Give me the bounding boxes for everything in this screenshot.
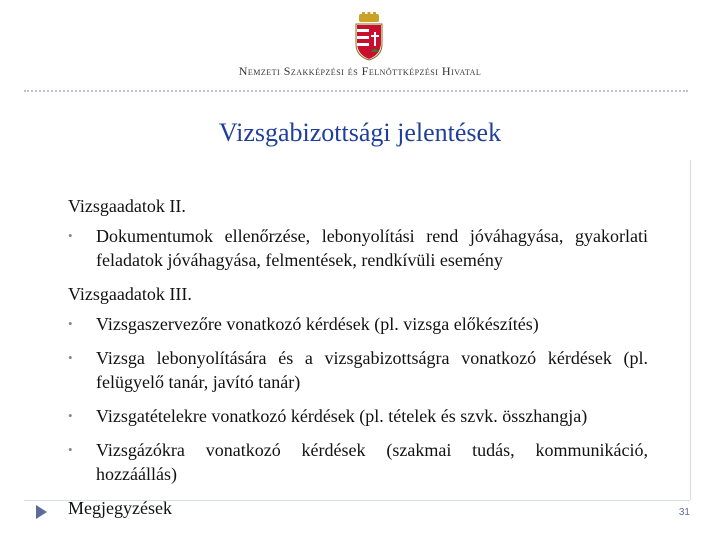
section-heading: Vizsgaadatok II.	[68, 196, 186, 216]
header-divider	[24, 90, 688, 92]
bullet-item	[68, 404, 648, 428]
bullet-text: Vizsga lebonyolítására és a vizsgabizottságra vonatkozó kérdések (pl. felügyelő tanár, javító tanár)	[96, 348, 648, 392]
bullet-icon: •	[68, 228, 73, 243]
bullet-icon: •	[68, 442, 73, 457]
bullet-item	[68, 438, 648, 486]
bullet-text: Vizsgatételekre vonatkozó kérdések (pl. tételek és szvk. összhangja)	[96, 406, 588, 426]
page-title: Vizsgabizottsági jelentések	[218, 118, 502, 147]
page-number: 31	[678, 507, 690, 518]
bullet-item	[68, 346, 648, 394]
organization-name: Nemzeti Szakképzési és Felnőttképzési Hivatal	[238, 64, 482, 78]
bullet-icon: •	[68, 408, 73, 423]
slide-content	[68, 194, 648, 526]
right-border-rule	[690, 160, 691, 500]
footer-divider	[24, 500, 690, 501]
hungarian-coat-of-arms-icon	[352, 12, 386, 62]
bullet-text: Vizsgaszervezőre vonatkozó kérdések (pl. vizsga előkészítés)	[96, 314, 539, 334]
bullet-icon: •	[68, 316, 73, 331]
bullet-text: Vizsgázókra vonatkozó kérdések (szakmai tudás, kommunikáció, hozzáállás)	[96, 440, 648, 484]
section-heading: Megjegyzések	[68, 498, 172, 518]
bullet-item	[68, 312, 648, 336]
next-slide-arrow-icon[interactable]	[34, 504, 48, 520]
bullet-icon: •	[68, 350, 73, 365]
bullet-text: Dokumentumok ellenőrzése, lebonyolítási rend jóváhagyása, gyakorlati feladatok jóváhagyása, felmentések, rendkívüli esemény	[96, 226, 648, 270]
bullet-item	[68, 224, 648, 272]
section-heading: Vizsgaadatok III.	[68, 284, 192, 304]
